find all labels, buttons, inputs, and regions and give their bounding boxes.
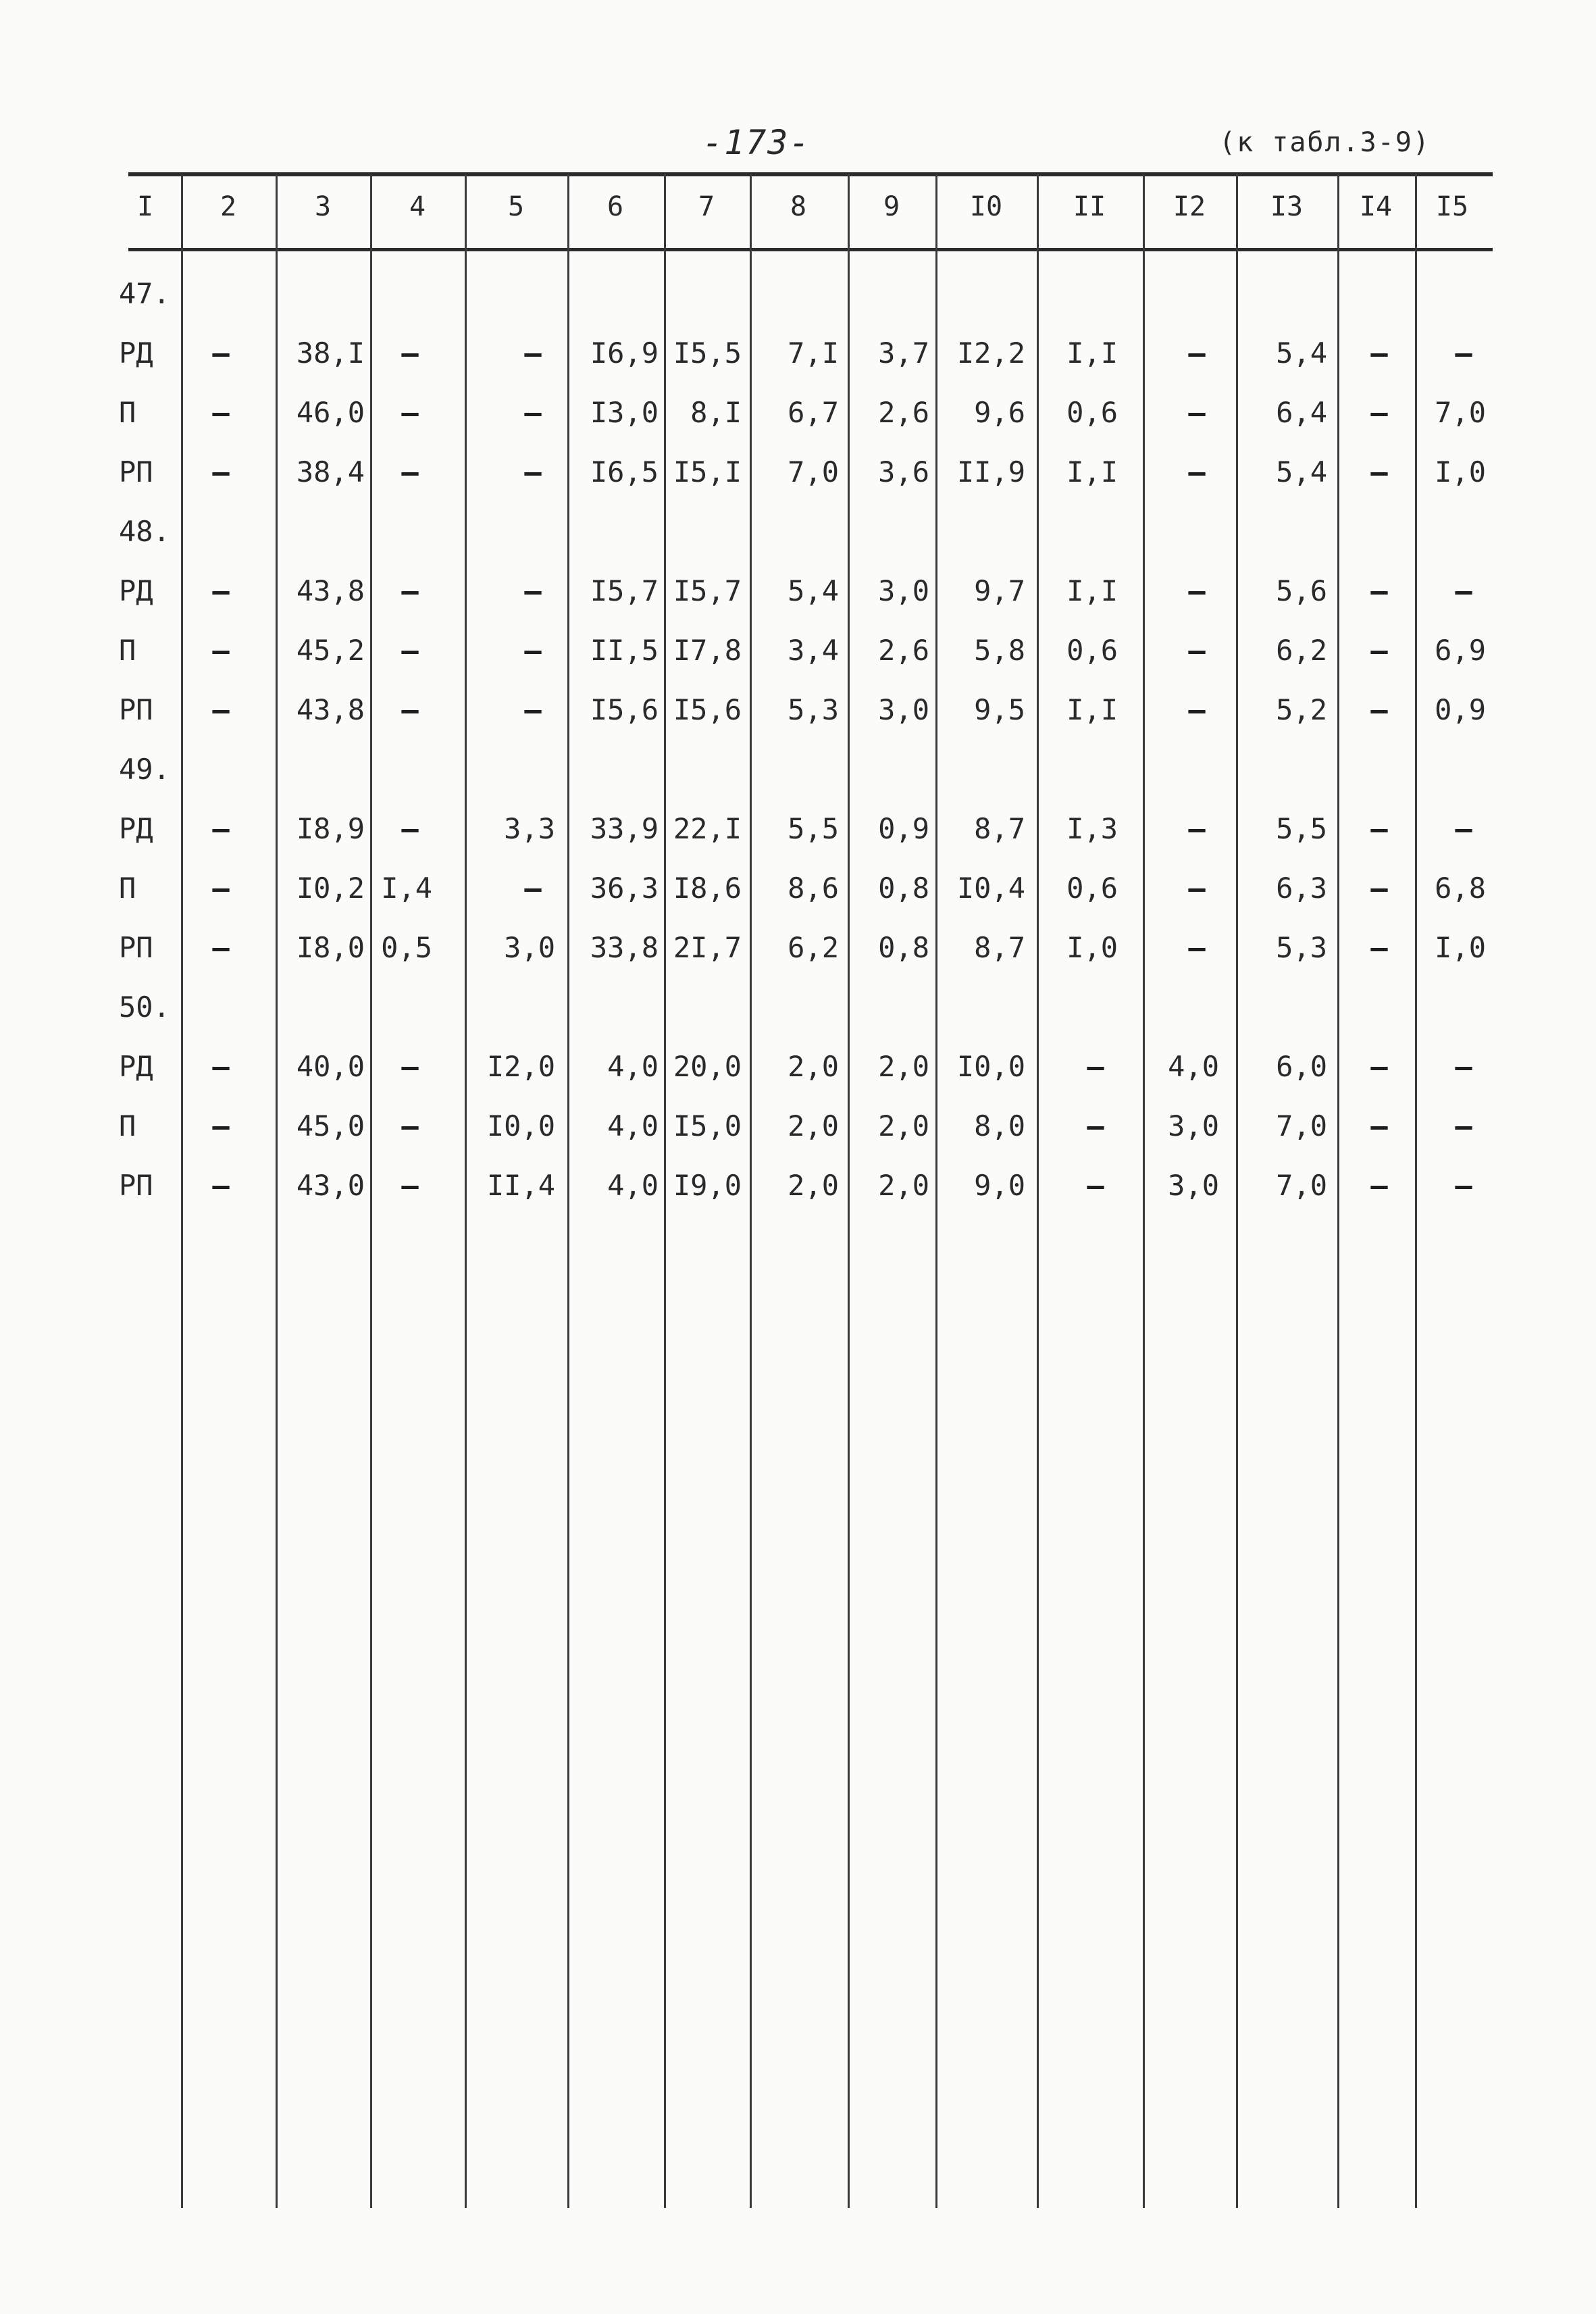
table-cell: I2,0 xyxy=(486,1050,555,1083)
column-separator xyxy=(465,174,467,2208)
table-cell: 7,0 xyxy=(1435,396,1486,429)
row-label: РП xyxy=(119,931,153,964)
table-cell: – xyxy=(212,574,230,607)
column-header: I2 xyxy=(1173,191,1206,222)
table-cell: – xyxy=(1370,1050,1388,1083)
column-header: 6 xyxy=(607,191,624,222)
table-cell: – xyxy=(1370,931,1388,964)
table-cell: – xyxy=(1087,1169,1104,1202)
table-cell: – xyxy=(1370,1169,1388,1202)
row-label: РД xyxy=(119,574,153,607)
table-cell: I0,2 xyxy=(296,872,365,905)
table-cell: – xyxy=(1188,336,1206,370)
row-label: РП xyxy=(119,1169,153,1202)
table-cell: I,0 xyxy=(1435,455,1486,488)
table-cell: – xyxy=(212,455,230,488)
table-cell: I5,5 xyxy=(673,336,742,370)
table-cell: I6,9 xyxy=(590,336,659,370)
table-cell: 8,7 xyxy=(974,931,1025,964)
table-cell: – xyxy=(524,396,542,429)
table-cell: 33,9 xyxy=(590,812,659,845)
table-cell: – xyxy=(524,634,542,667)
table-cell: 6,8 xyxy=(1435,872,1486,905)
table-cell: 20,0 xyxy=(673,1050,742,1083)
table-cell: 7,0 xyxy=(788,455,839,488)
column-header: 2 xyxy=(220,191,237,222)
group-number: 50. xyxy=(119,990,170,1024)
table-cell: – xyxy=(212,693,230,726)
table-cell: 46,0 xyxy=(296,396,365,429)
table-cell: 0,9 xyxy=(878,812,929,845)
table-cell: 5,4 xyxy=(788,574,839,607)
group-number: 49. xyxy=(119,753,170,786)
table-cell: I5,7 xyxy=(590,574,659,607)
column-header: 7 xyxy=(698,191,715,222)
table-cell: – xyxy=(1188,634,1206,667)
table-cell: I,4 xyxy=(381,872,432,905)
table-cell: I,I xyxy=(1066,455,1118,488)
table-cell: 6,9 xyxy=(1435,634,1486,667)
table-cell: 2,0 xyxy=(788,1109,839,1142)
table-cell: – xyxy=(401,1109,419,1142)
table-cell: 5,5 xyxy=(788,812,839,845)
table-cell: – xyxy=(401,693,419,726)
table-cell: 6,4 xyxy=(1276,396,1327,429)
table-cell: 4,0 xyxy=(607,1169,659,1202)
table-cell: II,9 xyxy=(956,455,1025,488)
row-label: РП xyxy=(119,455,153,488)
table-cell: 3,0 xyxy=(504,931,555,964)
table-cell: – xyxy=(1188,693,1206,726)
table-cell: – xyxy=(212,1169,230,1202)
table-cell: 3,6 xyxy=(878,455,929,488)
table-cell: 8,7 xyxy=(974,812,1025,845)
table-cell: – xyxy=(401,634,419,667)
table-cell: 8,6 xyxy=(788,872,839,905)
group-number: 48. xyxy=(119,515,170,548)
table-cell: – xyxy=(1455,1109,1472,1142)
table-cell: II,5 xyxy=(590,634,659,667)
table-cell: 43,0 xyxy=(296,1169,365,1202)
group-number: 47. xyxy=(119,277,170,310)
table-cell: 5,4 xyxy=(1276,336,1327,370)
column-header: I4 xyxy=(1359,191,1393,222)
table-reference: (к табл.3-9) xyxy=(1219,127,1431,158)
table-cell: II,4 xyxy=(486,1169,555,1202)
table-cell: 8,I xyxy=(690,396,742,429)
table-cell: 2,0 xyxy=(788,1169,839,1202)
table-cell: – xyxy=(1370,1109,1388,1142)
table-cell: 22,I xyxy=(673,812,742,845)
header-top-rule xyxy=(128,172,1493,176)
table-cell: – xyxy=(212,1109,230,1142)
table-cell: 33,8 xyxy=(590,931,659,964)
table-cell: – xyxy=(401,396,419,429)
table-cell: – xyxy=(401,1169,419,1202)
table-cell: 7,I xyxy=(788,336,839,370)
table-cell: – xyxy=(1188,931,1206,964)
table-cell: 0,9 xyxy=(1435,693,1486,726)
row-label: РД xyxy=(119,812,153,845)
table-cell: – xyxy=(401,1050,419,1083)
table-cell: 6,2 xyxy=(788,931,839,964)
column-separator xyxy=(370,174,372,2208)
header-bottom-rule xyxy=(128,248,1493,251)
table-cell: 5,8 xyxy=(974,634,1025,667)
table-cell: 6,2 xyxy=(1276,634,1327,667)
row-label: РП xyxy=(119,693,153,726)
column-separator xyxy=(181,174,183,2208)
table-cell: – xyxy=(1087,1109,1104,1142)
table-cell: 3,0 xyxy=(878,574,929,607)
table-cell: – xyxy=(1370,336,1388,370)
table-cell: – xyxy=(1188,872,1206,905)
table-cell: – xyxy=(1370,812,1388,845)
table-cell: 45,0 xyxy=(296,1109,365,1142)
table-cell: – xyxy=(401,455,419,488)
row-label: РД xyxy=(119,336,153,370)
table-cell: 5,3 xyxy=(1276,931,1327,964)
table-cell: I,0 xyxy=(1435,931,1486,964)
table-cell: – xyxy=(524,455,542,488)
table-cell: 9,0 xyxy=(974,1169,1025,1202)
table-cell: I5,6 xyxy=(673,693,742,726)
table-cell: 0,6 xyxy=(1066,872,1118,905)
table-cell: I5,6 xyxy=(590,693,659,726)
column-separator xyxy=(1337,174,1339,2208)
table-cell: – xyxy=(524,336,542,370)
table-cell: 8,0 xyxy=(974,1109,1025,1142)
table-cell: – xyxy=(1455,574,1472,607)
column-header: 9 xyxy=(883,191,900,222)
column-separator xyxy=(567,174,569,2208)
table-cell: – xyxy=(212,1050,230,1083)
table-cell: 0,6 xyxy=(1066,634,1118,667)
table-cell: 45,2 xyxy=(296,634,365,667)
column-header: I0 xyxy=(969,191,1003,222)
table-cell: – xyxy=(1087,1050,1104,1083)
table-cell: 5,3 xyxy=(788,693,839,726)
table-cell: 38,I xyxy=(296,336,365,370)
table-cell: 2,0 xyxy=(878,1109,929,1142)
table-cell: – xyxy=(1370,872,1388,905)
table-cell: – xyxy=(212,872,230,905)
table-cell: 9,7 xyxy=(974,574,1025,607)
table-cell: I6,5 xyxy=(590,455,659,488)
table-cell: 4,0 xyxy=(607,1050,659,1083)
table-cell: 4,0 xyxy=(1168,1050,1219,1083)
table-cell: – xyxy=(1455,1050,1472,1083)
row-label: РД xyxy=(119,1050,153,1083)
table-cell: 5,4 xyxy=(1276,455,1327,488)
table-cell: 6,0 xyxy=(1276,1050,1327,1083)
table-cell: I0,0 xyxy=(956,1050,1025,1083)
table-cell: I0,4 xyxy=(956,872,1025,905)
table-cell: 2I,7 xyxy=(673,931,742,964)
table-cell: – xyxy=(524,872,542,905)
table-cell: I2,2 xyxy=(956,336,1025,370)
table-cell: – xyxy=(1455,812,1472,845)
table-cell: 2,0 xyxy=(878,1050,929,1083)
table-cell: 2,6 xyxy=(878,396,929,429)
row-label: П xyxy=(119,872,136,905)
table-cell: 36,3 xyxy=(590,872,659,905)
table-cell: I0,0 xyxy=(486,1109,555,1142)
table-cell: 7,0 xyxy=(1276,1109,1327,1142)
column-header: I3 xyxy=(1270,191,1304,222)
column-header: II xyxy=(1073,191,1106,222)
table-cell: – xyxy=(524,693,542,726)
table-cell: 3,4 xyxy=(788,634,839,667)
table-cell: – xyxy=(1188,574,1206,607)
table-cell: I8,9 xyxy=(296,812,365,845)
table-cell: I,3 xyxy=(1066,812,1118,845)
table-cell: – xyxy=(401,574,419,607)
table-cell: 0,8 xyxy=(878,931,929,964)
table-cell: – xyxy=(1370,455,1388,488)
table-cell: – xyxy=(212,931,230,964)
table-cell: – xyxy=(1455,336,1472,370)
table-cell: I7,8 xyxy=(673,634,742,667)
page-number: -173- xyxy=(702,123,811,162)
table-cell: – xyxy=(401,812,419,845)
table-cell: 3,3 xyxy=(504,812,555,845)
column-header: 5 xyxy=(507,191,525,222)
column-separator xyxy=(1236,174,1238,2208)
column-header: 3 xyxy=(314,191,332,222)
table-cell: I8,0 xyxy=(296,931,365,964)
table-cell: – xyxy=(1370,574,1388,607)
row-label: П xyxy=(119,1109,136,1142)
table-cell: – xyxy=(401,336,419,370)
table-cell: 5,2 xyxy=(1276,693,1327,726)
column-header: 4 xyxy=(409,191,426,222)
table-cell: 6,3 xyxy=(1276,872,1327,905)
table-cell: 3,0 xyxy=(1168,1109,1219,1142)
table-cell: – xyxy=(212,634,230,667)
column-header: I xyxy=(136,191,154,222)
table-cell: I3,0 xyxy=(590,396,659,429)
table-cell: 0,8 xyxy=(878,872,929,905)
table-cell: I9,0 xyxy=(673,1169,742,1202)
table-cell: 43,8 xyxy=(296,574,365,607)
table-cell: 2,6 xyxy=(878,634,929,667)
table-cell: 6,7 xyxy=(788,396,839,429)
table-cell: – xyxy=(1188,396,1206,429)
table-cell: – xyxy=(212,396,230,429)
table-cell: – xyxy=(1370,396,1388,429)
table-cell: 9,5 xyxy=(974,693,1025,726)
table-cell: I,I xyxy=(1066,574,1118,607)
table-cell: 4,0 xyxy=(607,1109,659,1142)
table-cell: 38,4 xyxy=(296,455,365,488)
table-cell: I5,I xyxy=(673,455,742,488)
table-cell: – xyxy=(1188,812,1206,845)
table-cell: I5,0 xyxy=(673,1109,742,1142)
table-cell: I,I xyxy=(1066,693,1118,726)
table-cell: 3,7 xyxy=(878,336,929,370)
table-cell: I,I xyxy=(1066,336,1118,370)
table-cell: – xyxy=(212,336,230,370)
table-cell: – xyxy=(1188,455,1206,488)
table-cell: I8,6 xyxy=(673,872,742,905)
table-cell: I5,7 xyxy=(673,574,742,607)
column-header: I5 xyxy=(1435,191,1469,222)
table-cell: – xyxy=(524,574,542,607)
table-cell: 7,0 xyxy=(1276,1169,1327,1202)
table-cell: – xyxy=(212,812,230,845)
table-cell: I,0 xyxy=(1066,931,1118,964)
table-cell: 5,5 xyxy=(1276,812,1327,845)
table-cell: 3,0 xyxy=(1168,1169,1219,1202)
table-cell: 0,5 xyxy=(381,931,432,964)
table-cell: 5,6 xyxy=(1276,574,1327,607)
table-cell: 40,0 xyxy=(296,1050,365,1083)
table-cell: 2,0 xyxy=(878,1169,929,1202)
table-cell: 2,0 xyxy=(788,1050,839,1083)
table-cell: – xyxy=(1455,1169,1472,1202)
table-cell: 3,0 xyxy=(878,693,929,726)
column-header: 8 xyxy=(790,191,807,222)
table-cell: – xyxy=(1370,693,1388,726)
table-cell: 0,6 xyxy=(1066,396,1118,429)
row-label: П xyxy=(119,396,136,429)
table-cell: – xyxy=(1370,634,1388,667)
row-label: П xyxy=(119,634,136,667)
table-cell: 43,8 xyxy=(296,693,365,726)
table-cell: 9,6 xyxy=(974,396,1025,429)
